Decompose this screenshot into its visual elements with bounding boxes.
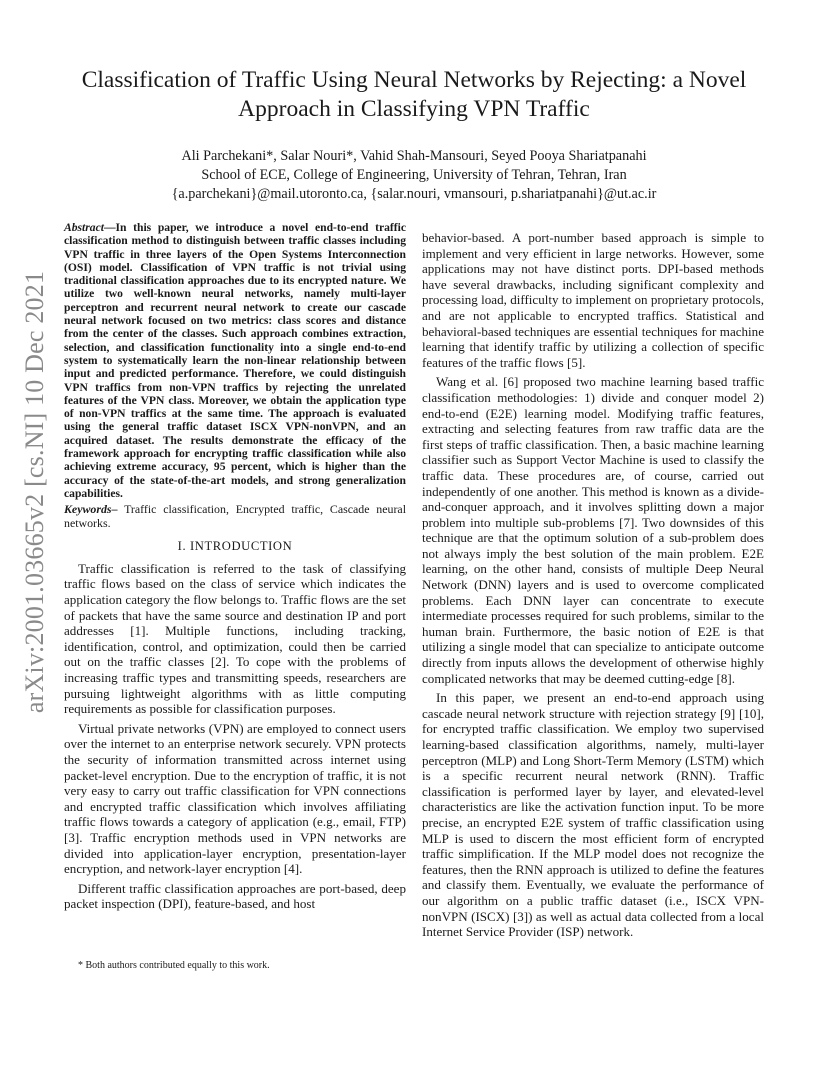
left-column xyxy=(64,221,406,916)
abstract-text: —In this paper, we introduce a novel end-to-end traffic classification method to distinguish between traffic classes including VPN traffic in three layers of the Open Systems Interconnection (OSI) model. Classification of VPN traffic is not trivial using traditional classification approaches due to its encrypted nature. We utilize two well-known neural networks, namely multi-layer perceptron and recurrent neural network to create our cascade neural network focused on two metrics: class scores and distance from the center of the classes. Such approach combines extraction, selection, and classification functionality into a single end-to-end system to systematically learn the non-linear relationship between input and predicted performance. Therefore, we could distinguish VPN traffics from non-VPN traffics by rejecting the unrelated features of the VPN class. Moreover, we obtain the application type of non-VPN traffics at the same time. The approach is evaluated using the general traffic dataset ISCX VPN-nonVPN, and an acquired dataset. The results demonstrate the efficacy of the framework approach for encrypting traffic classification while also achieving extreme accuracy, 95 percent, which is higher than the accuracy of the state-of-the-art models, and strong generalization capabilities. xyxy=(64,221,406,500)
footnote-text: * Both authors contributed equally to this work. xyxy=(78,960,270,971)
footnote xyxy=(64,960,406,972)
author-block xyxy=(60,147,768,204)
abstract-label: Abstract xyxy=(64,221,104,234)
paragraph: Different traffic classification approaches are port-based, deep packet inspection (DPI), feature-based, and host xyxy=(64,880,406,912)
keywords-label: Keywords– xyxy=(64,502,118,517)
keywords xyxy=(64,502,406,530)
author-names: Ali Parchekani*, Salar Nouri*, Vahid Shah-Mansouri, Seyed Pooya Shariatpanahi xyxy=(181,148,647,164)
paragraph: behavior-based. A port-number based approach is simple to implement and very efficient in large networks. However, some applications may not have distinct ports. DPI-based methods have several drawbacks, including significant complexity and processing load, difficulty to implement on proprietary protocols, and are not applicable to encrypted traffics. Statistical and behavioral-based techniques are essential techniques for machine learning that identify traffic by utilizing a collection of specific features of the traffic flows [5]. xyxy=(422,230,764,370)
paragraph: Traffic classification is referred to the task of classifying traffic flows based on the class of service which indicates the application category the flow belongs to. Traffic flows are the set of packets that have the same source and destination IP and port addresses [1]. Multiple functions, including tracking, identification, control, and optimization, could then be carried out on the traffic classes [2]. To cope with the problems of increasing traffic types and transmitting speeds, researchers are pursuing lightweight algorithms with as little computing requirements as possible for classification purposes. xyxy=(64,560,406,717)
paragraph: In this paper, we present an end-to-end approach using cascade neural network structure with rejection strategy [9] [10], for encrypted traffic classification. We employ two supervised learning-based classification algorithms, namely, multi-layer perceptron (MLP) and Long Short-Term Memory (LSTM) which is a specific recurrent neural network (RNN). Traffic classification is performed layer by layer, and elevated-level characteristics are like the activation function input. To be more precise, an encrypted E2E system of traffic classification using MLP is used to discern the most efficient form of encrypted traffic simplification. If the MLP model does not recognize the features, then the RNN approach is utilized to define the features and classify them. Eventually, we evaluate the performance of our algorithm on a public traffic dataset (i.e., ISCX VPN-nonVPN (ISCX) [3]) as well as actual data collected from a local Internet Service Provider (ISP) network. xyxy=(422,690,764,940)
arxiv-identifier: arXiv:2001.03665v2 [cs.NI] 10 Dec 2021 xyxy=(20,270,49,714)
author-emails: {a.parchekani}@mail.utoronto.ca, {salar.nouri, vmansouri, p.shariatpanahi}@ut.ac.ir xyxy=(171,186,657,202)
right-column xyxy=(422,230,764,944)
paragraph: Virtual private networks (VPN) are employed to connect users over the internet to an enterprise network securely. VPN protects the security of information transmitted across internet using packet-level encryption. Due to the encryption of traffic, it is not very easy to carry out traffic classification for VPN connections and encrypted traffic classification which involves affiliating traffic flows towards a category of application (e.g., email, FTP) [3]. Traffic encryption methods used in VPN networks are divided into application-layer encryption, presentation-layer encryption, and network-layer encryption [4]. xyxy=(64,720,406,877)
arxiv-stamp xyxy=(14,270,56,714)
abstract xyxy=(64,221,406,500)
paper-title: Classification of Traffic Using Neural Networks by Rejecting: a Novel Approach in Classifying VPN Traffic xyxy=(81,67,747,122)
keywords-text: Traffic classification, Encrypted traffic, Cascade neural networks. xyxy=(64,502,406,531)
affiliation: School of ECE, College of Engineering, University of Tehran, Tehran, Iran xyxy=(201,167,627,183)
section-heading-introduction: I. INTRODUCTION xyxy=(177,539,293,554)
paragraph: Wang et al. [6] proposed two machine learning based traffic classification methodologies: 1) divide and conquer model 2) end-to-end (E2E) learning model. Modifying traffic features, extracting and selecting features from raw traffic data are the first steps of traffic classification. Then, a basic machine learning classifier such as Support Vector Machine is used to classify the traffic data. These procedures are, of course, carried out independently of one another. This method is known as a divide-and-conquer approach, and it involves splitting down a major problem into multiple sub-problems [7]. Two downsides of this technique are that the optimum solution of a sub-problem does not always imply the best solution of the main problem. E2E learning, on the other hand, consists of multiple Deep Neural Network (DNN) layers and is used to overcome complicated problems. Each DNN layer can concentrate to execute intermediate processes required for such problems, similar to the human brain. Furthermore, the basic notion of E2E is that utilizing a single model that can specialize to anticipate outcome directly from inputs allows the development of otherwise highly complicated networks that may be deemed cutting-edge [8]. xyxy=(422,374,764,686)
